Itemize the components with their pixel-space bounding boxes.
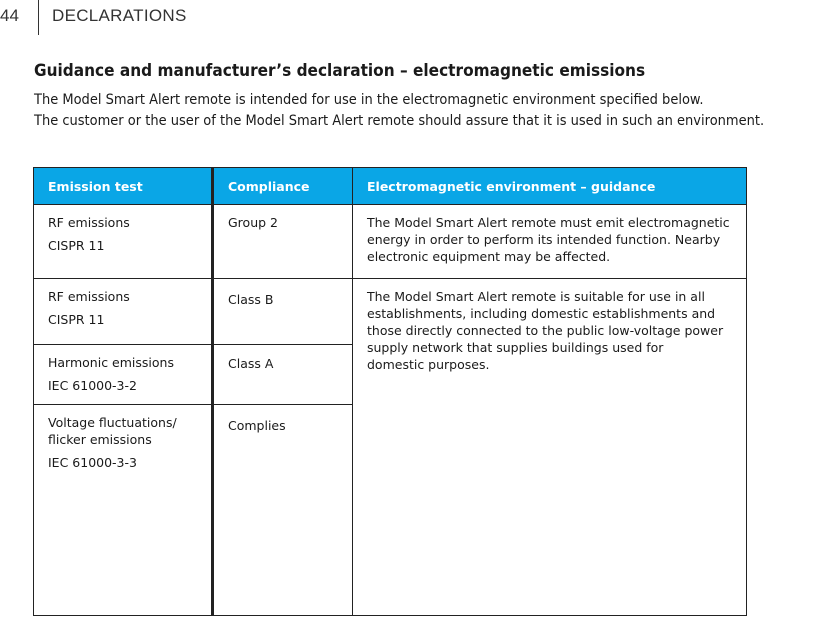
- page-header: [0, 0, 834, 36]
- guidance-line: energy in order to perform its intended function. Nearby: [367, 232, 721, 247]
- guidance-line: The Model Smart Alert remote must emit electromagnetic: [367, 215, 730, 230]
- intro-text: [34, 90, 764, 132]
- compliance-cell: Class B: [213, 279, 353, 345]
- document-heading: Guidance and manufacturer’s declaration – electromagnetic emissions: [34, 61, 646, 80]
- test-name: flicker emissions: [48, 432, 152, 447]
- guidance-line: those directly connected to the public low-voltage power: [367, 323, 724, 338]
- intro-line: The customer or the user of the Model Smart Alert remote should assure that it is used in such an environment.: [34, 113, 765, 129]
- test-standard: CISPR 11: [48, 312, 105, 327]
- guidance-line: supply network that supplies buildings used for: [367, 340, 664, 355]
- test-standard: CISPR 11: [48, 238, 105, 253]
- page-number: 44: [0, 6, 19, 25]
- guidance-line: electronic equipment may be affected.: [367, 249, 611, 264]
- header-emission-test: Emission test: [34, 168, 213, 205]
- guidance-line: The Model Smart Alert remote is suitable for use in all: [367, 289, 705, 304]
- intro-line: The Model Smart Alert remote is intended for use in the electromagnetic environment specified below.: [34, 92, 704, 108]
- compliance-cell: Class A: [213, 345, 353, 405]
- test-standard: IEC 61000-3-3: [48, 455, 137, 470]
- test-name: Harmonic emissions: [48, 355, 174, 370]
- table-row: [34, 205, 747, 279]
- section-title: DECLARATIONS: [52, 6, 187, 25]
- emission-test-cell: [34, 345, 213, 405]
- header-divider: [38, 0, 39, 35]
- test-name: RF emissions: [48, 289, 130, 304]
- compliance-cell: Complies: [213, 405, 353, 616]
- table-row: [34, 279, 747, 345]
- emission-test-cell: [34, 279, 213, 345]
- emission-test-cell: [34, 205, 213, 279]
- table-header-row: [34, 168, 747, 205]
- emissions-table: [33, 167, 747, 616]
- test-name: Voltage fluctuations/: [48, 415, 177, 430]
- compliance-cell: Group 2: [213, 205, 353, 279]
- emission-test-cell: [34, 405, 213, 616]
- guidance-line: domestic purposes.: [367, 357, 490, 372]
- test-name: RF emissions: [48, 215, 130, 230]
- guidance-cell: [353, 279, 747, 616]
- test-standard: IEC 61000-3-2: [48, 378, 137, 393]
- guidance-cell: [353, 205, 747, 279]
- header-guidance: Electromagnetic environment – guidance: [353, 168, 747, 205]
- header-compliance: Compliance: [213, 168, 353, 205]
- guidance-line: establishments, including domestic establishments and: [367, 306, 716, 321]
